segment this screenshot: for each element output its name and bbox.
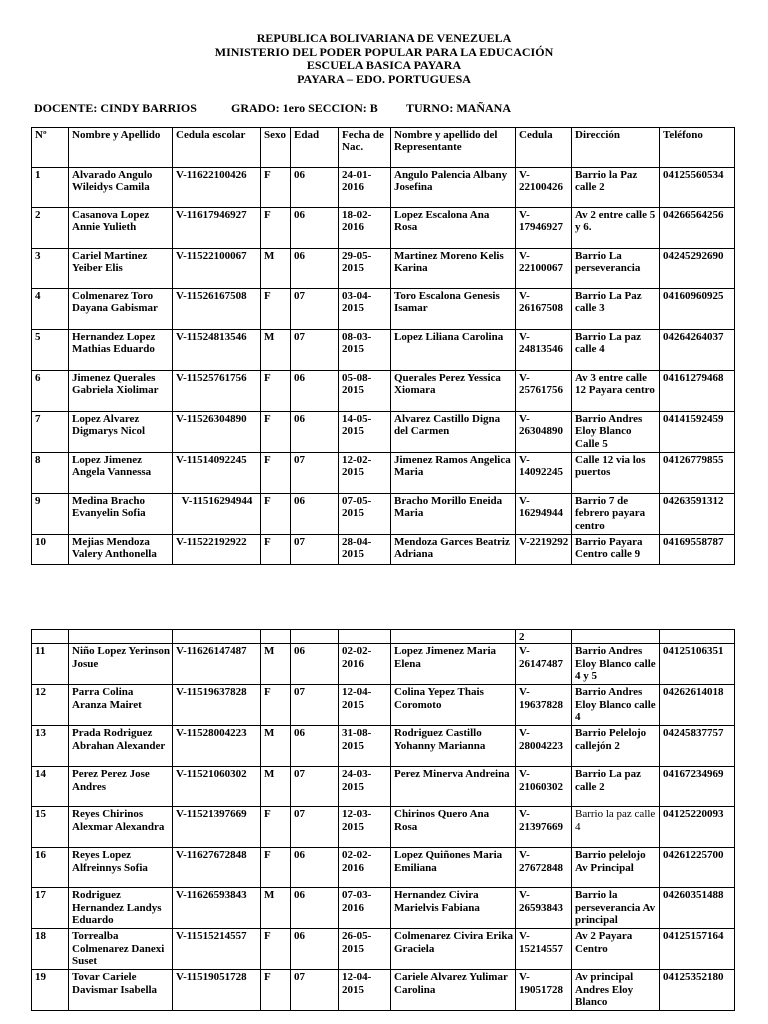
- cell-cedula: V-26147487: [516, 644, 572, 685]
- cell-fecha-nac: 29-05-2015: [339, 249, 391, 289]
- table-header-row: [32, 128, 735, 168]
- cell-cedula: V-28004223: [516, 726, 572, 767]
- cell-edad: 06: [291, 168, 339, 208]
- cell-fecha-nac: 28-04-2015: [339, 535, 391, 565]
- cell-direccion: Barrio La paz calle 4: [572, 330, 660, 371]
- cell-representante: Cariele Alvarez Yulimar Carolina: [391, 970, 516, 1011]
- cell-fecha-nac: 05-08-2015: [339, 371, 391, 412]
- cell-cedula-escolar: V-11526167508: [173, 289, 261, 330]
- cell-fecha-nac: 02-02-2016: [339, 644, 391, 685]
- cell-representante: Jimenez Ramos Angelica Maria: [391, 453, 516, 494]
- docente-label: DOCENTE: CINDY BARRIOS: [34, 101, 197, 115]
- cell-edad: 07: [291, 767, 339, 807]
- cell-representante: Querales Perez Yessica Xiomara: [391, 371, 516, 412]
- cell-telefono: 04245292690: [660, 249, 735, 289]
- cell-numero: 10: [32, 535, 69, 565]
- cell-fecha-nac: 12-04-2015: [339, 970, 391, 1011]
- cell-sexo: F: [261, 494, 291, 535]
- header-line-republica: REPUBLICA BOLIVARIANA DE VENEZUELA: [256, 31, 512, 45]
- cell-sexo: F: [261, 371, 291, 412]
- cell-representante: Perez Minerva Andreina: [391, 767, 516, 807]
- cell-cedula-escolar: V-11521060302: [173, 767, 261, 807]
- cell-direccion: Barrio La Paz calle 3: [572, 289, 660, 330]
- cell-cedula: V-2219292: [516, 535, 572, 565]
- col-header-cedula-escolar: Cedula escolar: [173, 128, 261, 168]
- cell-sexo: F: [261, 535, 291, 565]
- cell-representante: Lopez Liliana Carolina: [391, 330, 516, 371]
- cell-direccion: Barrio 7 de febrero payara centro: [572, 494, 660, 535]
- cell-nombre: Rodriguez Hernandez Landys Eduardo: [69, 888, 173, 929]
- cell-telefono: 04169558787: [660, 535, 735, 565]
- cell-sexo: F: [261, 208, 291, 249]
- table-row: [32, 970, 735, 1011]
- cell-cedula-escolar: V-11521397669: [173, 807, 261, 848]
- student-rows: [32, 168, 735, 565]
- cell-cedula: V-21397669: [516, 807, 572, 848]
- cell-nombre: Medina Bracho Evanyelin Sofia: [69, 494, 173, 535]
- cell-cedula: V-27672848: [516, 848, 572, 888]
- cell-numero: 5: [32, 330, 69, 371]
- cell-telefono: 04266564256: [660, 208, 735, 249]
- cell-nombre: Lopez Alvarez Digmarys Nicol: [69, 412, 173, 453]
- cell-representante: Bracho Morillo Eneida Maria: [391, 494, 516, 535]
- cell-nombre: Prada Rodriguez Abrahan Alexander: [69, 726, 173, 767]
- cell-edad: 06: [291, 494, 339, 535]
- table-row: [32, 685, 735, 726]
- cell-numero: 9: [32, 494, 69, 535]
- cell-direccion: Av 3 entre calle 12 Payara centro: [572, 371, 660, 412]
- cell-representante: Angulo Palencia Albany Josefina: [391, 168, 516, 208]
- cell-cedula-escolar: V-11622100426: [173, 168, 261, 208]
- cell-numero: 12: [32, 685, 69, 726]
- cell-numero: 13: [32, 726, 69, 767]
- cell-numero: 8: [32, 453, 69, 494]
- cell-nombre: Reyes Chirinos Alexmar Alexandra: [69, 807, 173, 848]
- cell-edad: 07: [291, 970, 339, 1011]
- col-header-direccion: Dirección: [572, 128, 660, 168]
- cell-telefono: 04261225700: [660, 848, 735, 888]
- cell-cedula-escolar: V-11626593843: [173, 888, 261, 929]
- col-header-edad: Edad: [291, 128, 339, 168]
- table-row: [32, 208, 735, 249]
- cell-cedula-escolar: V-11528004223: [173, 726, 261, 767]
- cell-sexo: M: [261, 726, 291, 767]
- cell-telefono: 04126779855: [660, 453, 735, 494]
- cell-direccion: Av principal Andres Eloy Blanco: [572, 970, 660, 1011]
- cell-direccion: Barrio la perseverancia Av principal: [572, 888, 660, 929]
- cell-fecha-nac: 12-02-2015: [339, 453, 391, 494]
- cell-sexo: F: [261, 970, 291, 1011]
- cell-sexo: M: [261, 767, 291, 807]
- cell-representante: Colmenarez Civira Erika Graciela: [391, 929, 516, 970]
- cell-cedula: V-19051728: [516, 970, 572, 1011]
- cell-numero: 11: [32, 644, 69, 685]
- cell-numero: 17: [32, 888, 69, 929]
- cell-direccion: Barrio la paz calle 4: [572, 807, 660, 848]
- cell-telefono: 04262614018: [660, 685, 735, 726]
- table-row: [32, 535, 735, 565]
- cell-numero: 6: [32, 371, 69, 412]
- cell-cedula: V-25761756: [516, 371, 572, 412]
- cell-nombre: Alvarado Angulo Wileidys Camila: [69, 168, 173, 208]
- cell-representante: Lopez Escalona Ana Rosa: [391, 208, 516, 249]
- cell-edad: 06: [291, 888, 339, 929]
- cell-telefono: 04141592459: [660, 412, 735, 453]
- cell-sexo: M: [261, 249, 291, 289]
- cell-numero: 19: [32, 970, 69, 1011]
- cell-edad: 07: [291, 289, 339, 330]
- cell-numero: 18: [32, 929, 69, 970]
- cell-direccion: Barrio La paz calle 2: [572, 767, 660, 807]
- cell-numero: 4: [32, 289, 69, 330]
- cell-cedula: V-16294944: [516, 494, 572, 535]
- table-row: [32, 330, 735, 371]
- cell-fecha-nac: 18-02-2016: [339, 208, 391, 249]
- cell-cedula: V-24813546: [516, 330, 572, 371]
- cell-cedula: V-22100426: [516, 168, 572, 208]
- table-row: [32, 168, 735, 208]
- student-rows-continued: [32, 630, 735, 1011]
- cell-edad: 07: [291, 453, 339, 494]
- cell-fecha-nac: 07-05-2015: [339, 494, 391, 535]
- cell-numero: 14: [32, 767, 69, 807]
- cell-cedula: V-19637828: [516, 685, 572, 726]
- table-row-continuation: [32, 630, 735, 644]
- table-row: [32, 371, 735, 412]
- cell-sexo: M: [261, 888, 291, 929]
- cell-nombre: Casanova Lopez Annie Yulieth: [69, 208, 173, 249]
- cell-direccion: Barrio la Paz calle 2: [572, 168, 660, 208]
- student-table-part-1: [31, 127, 735, 565]
- cell-fecha-nac: 03-04-2015: [339, 289, 391, 330]
- cell-nombre: Reyes Lopez Alfreinnys Sofia: [69, 848, 173, 888]
- cell-direccion: Barrio Pelelojo callejón 2: [572, 726, 660, 767]
- cell-nombre: Jimenez Querales Gabriela Xiolimar: [69, 371, 173, 412]
- cell-nombre: Parra Colina Aranza Mairet: [69, 685, 173, 726]
- cell-sexo: F: [261, 289, 291, 330]
- cell-edad: 06: [291, 208, 339, 249]
- cell-representante: Lopez Jimenez Maria Elena: [391, 644, 516, 685]
- table-row: [32, 929, 735, 970]
- cell-direccion: Barrio Andres Eloy Blanco Calle 5: [572, 412, 660, 453]
- cell-cedula-escolar: V-11519637828: [173, 685, 261, 726]
- cell-sexo: F: [261, 929, 291, 970]
- cell-edad: 07: [291, 807, 339, 848]
- cell-edad: 06: [291, 726, 339, 767]
- cell-edad: 06: [291, 929, 339, 970]
- cell-cedula-escolar: V-11522100067: [173, 249, 261, 289]
- table-row: [32, 767, 735, 807]
- table-row: [32, 453, 735, 494]
- col-header-telefono: Teléfono: [660, 128, 735, 168]
- cell-representante: Toro Escalona Genesis Isamar: [391, 289, 516, 330]
- table-row: [32, 494, 735, 535]
- cell-telefono: 04161279468: [660, 371, 735, 412]
- cell-nombre: Lopez Jimenez Angela Vannessa: [69, 453, 173, 494]
- cell-nombre: Hernandez Lopez Mathias Eduardo: [69, 330, 173, 371]
- cell-fecha-nac: 14-05-2015: [339, 412, 391, 453]
- cell-representante: Martinez Moreno Kelis Karina: [391, 249, 516, 289]
- cell-numero: 16: [32, 848, 69, 888]
- cell-direccion: Barrio La perseverancia: [572, 249, 660, 289]
- cell-edad: 07: [291, 535, 339, 565]
- cell-telefono: 04263591312: [660, 494, 735, 535]
- col-header-sexo: Sexo: [261, 128, 291, 168]
- cell-cedula-escolar: V-11617946927: [173, 208, 261, 249]
- cell-cedula: V-21060302: [516, 767, 572, 807]
- cell-sexo: M: [261, 644, 291, 685]
- col-header-fecha-nac: Fecha de Nac.: [339, 128, 391, 168]
- table-row: [32, 289, 735, 330]
- header-line-ubicacion: PAYARA – EDO. PORTUGUESA: [297, 71, 471, 86]
- cell-telefono: 04264264037: [660, 330, 735, 371]
- cell-fecha-nac: 12-04-2015: [339, 685, 391, 726]
- cell-fecha-nac: 12-03-2015: [339, 807, 391, 848]
- cell-nombre: Perez Perez Jose Andres: [69, 767, 173, 807]
- cell-representante: Mendoza Garces Beatriz Adriana: [391, 535, 516, 565]
- cell-direccion: Barrio Payara Centro calle 9: [572, 535, 660, 565]
- grado-label: GRADO: 1ero SECCION: B: [231, 101, 378, 115]
- cell-direccion: Av 2 Payara Centro: [572, 929, 660, 970]
- col-header-representante: Nombre y apellido del Representante: [391, 128, 516, 168]
- cell-direccion: Calle 12 via los puertos: [572, 453, 660, 494]
- cell-cedula: V-26304890: [516, 412, 572, 453]
- table-row: [32, 848, 735, 888]
- cell-direccion: Barrio Andres Eloy Blanco calle 4: [572, 685, 660, 726]
- cell-cedula-escolar: V-11627672848: [173, 848, 261, 888]
- cell-numero: 3: [32, 249, 69, 289]
- cell-cedula: V-26167508: [516, 289, 572, 330]
- document-header: [0, 32, 768, 86]
- cell-cedula-escolar: V-11519051728: [173, 970, 261, 1011]
- cell-representante: Hernandez Civira Marielvis Fabiana: [391, 888, 516, 929]
- cell-cedula: V-22100067: [516, 249, 572, 289]
- cell-telefono: 04125106351: [660, 644, 735, 685]
- cell-cedula: V-14092245: [516, 453, 572, 494]
- col-header-cedula: Cedula: [516, 128, 572, 168]
- cell-telefono: 04245837757: [660, 726, 735, 767]
- cell-sexo: M: [261, 330, 291, 371]
- cell-edad: 06: [291, 371, 339, 412]
- cell-cedula: V-17946927: [516, 208, 572, 249]
- cell-nombre: Niño Lopez Yerinson Josue: [69, 644, 173, 685]
- cell-nombre: Colmenarez Toro Dayana Gabismar: [69, 289, 173, 330]
- cell-cedula-escolar: V-11516294944: [173, 494, 261, 535]
- cell-fecha-nac: 24-03-2015: [339, 767, 391, 807]
- cell-sexo: F: [261, 453, 291, 494]
- cell-nombre: Cariel Martinez Yeiber Elis: [69, 249, 173, 289]
- cell-edad: 06: [291, 412, 339, 453]
- cell-cedula-escolar: V-11526304890: [173, 412, 261, 453]
- cell-nombre: Torrealba Colmenarez Danexi Suset: [69, 929, 173, 970]
- cell-representante: Colina Yepez Thais Coromoto: [391, 685, 516, 726]
- header-line-escuela: ESCUELA BASICA PAYARA: [306, 58, 462, 72]
- cell-edad: 07: [291, 330, 339, 371]
- cell-representante: Lopez Quiñones Maria Emiliana: [391, 848, 516, 888]
- cell-direccion: Av 2 entre calle 5 y 6.: [572, 208, 660, 249]
- cell-fecha-nac: 08-03-2015: [339, 330, 391, 371]
- cell-nombre: Tovar Cariele Davismar Isabella: [69, 970, 173, 1011]
- cell-numero: 7: [32, 412, 69, 453]
- cell-fecha-nac: 26-05-2015: [339, 929, 391, 970]
- cell-cedula: V-26593843: [516, 888, 572, 929]
- cell-edad: 06: [291, 249, 339, 289]
- table-row: [32, 412, 735, 453]
- cell-cedula-escolar: V-11524813546: [173, 330, 261, 371]
- cell-cedula: 2: [516, 630, 572, 644]
- cell-telefono: 04260351488: [660, 888, 735, 929]
- student-table-part-2: [31, 629, 735, 1011]
- cell-cedula-escolar: V-11514092245: [173, 453, 261, 494]
- cell-direccion: Barrio Andres Eloy Blanco calle 4 y 5: [572, 644, 660, 685]
- cell-telefono: 04167234969: [660, 767, 735, 807]
- cell-edad: 06: [291, 848, 339, 888]
- table-row: [32, 644, 735, 685]
- cell-sexo: F: [261, 685, 291, 726]
- cell-telefono: 04125157164: [660, 929, 735, 970]
- cell-telefono: 04160960925: [660, 289, 735, 330]
- cell-sexo: F: [261, 848, 291, 888]
- cell-telefono: 04125220093: [660, 807, 735, 848]
- cell-representante: Alvarez Castillo Digna del Carmen: [391, 412, 516, 453]
- cell-representante: Chirinos Quero Ana Rosa: [391, 807, 516, 848]
- cell-numero: 1: [32, 168, 69, 208]
- cell-fecha-nac: 02-02-2016: [339, 848, 391, 888]
- cell-numero: 2: [32, 208, 69, 249]
- table-row: [32, 888, 735, 929]
- cell-fecha-nac: 31-08-2015: [339, 726, 391, 767]
- cell-sexo: F: [261, 168, 291, 208]
- cell-representante: Rodriguez Castillo Yohanny Marianna: [391, 726, 516, 767]
- table-row: [32, 726, 735, 767]
- cell-telefono: 04125352180: [660, 970, 735, 1011]
- cell-cedula-escolar: V-11515214557: [173, 929, 261, 970]
- turno-label: TURNO: MAÑANA: [406, 101, 511, 115]
- col-header-numero: Nº: [32, 128, 69, 168]
- table-row: [32, 249, 735, 289]
- cell-fecha-nac: 07-03-2016: [339, 888, 391, 929]
- cell-nombre: Mejias Mendoza Valery Anthonella: [69, 535, 173, 565]
- cell-edad: 06: [291, 644, 339, 685]
- cell-fecha-nac: 24-01-2016: [339, 168, 391, 208]
- cell-sexo: F: [261, 412, 291, 453]
- cell-cedula-escolar: V-11525761756: [173, 371, 261, 412]
- cell-telefono: 04125560534: [660, 168, 735, 208]
- table-row: [32, 807, 735, 848]
- cell-edad: 07: [291, 685, 339, 726]
- cell-numero: 15: [32, 807, 69, 848]
- col-header-nombre: Nombre y Apellido: [69, 128, 173, 168]
- cell-cedula-escolar: V-11522192922: [173, 535, 261, 565]
- header-line-ministerio: MINISTERIO DEL PODER POPULAR PARA LA EDUCACIÓN: [214, 44, 554, 59]
- cell-sexo: F: [261, 807, 291, 848]
- cell-cedula: V-15214557: [516, 929, 572, 970]
- cell-cedula-escolar: V-11626147487: [173, 644, 261, 685]
- cell-direccion: Barrio pelelojo Av Principal: [572, 848, 660, 888]
